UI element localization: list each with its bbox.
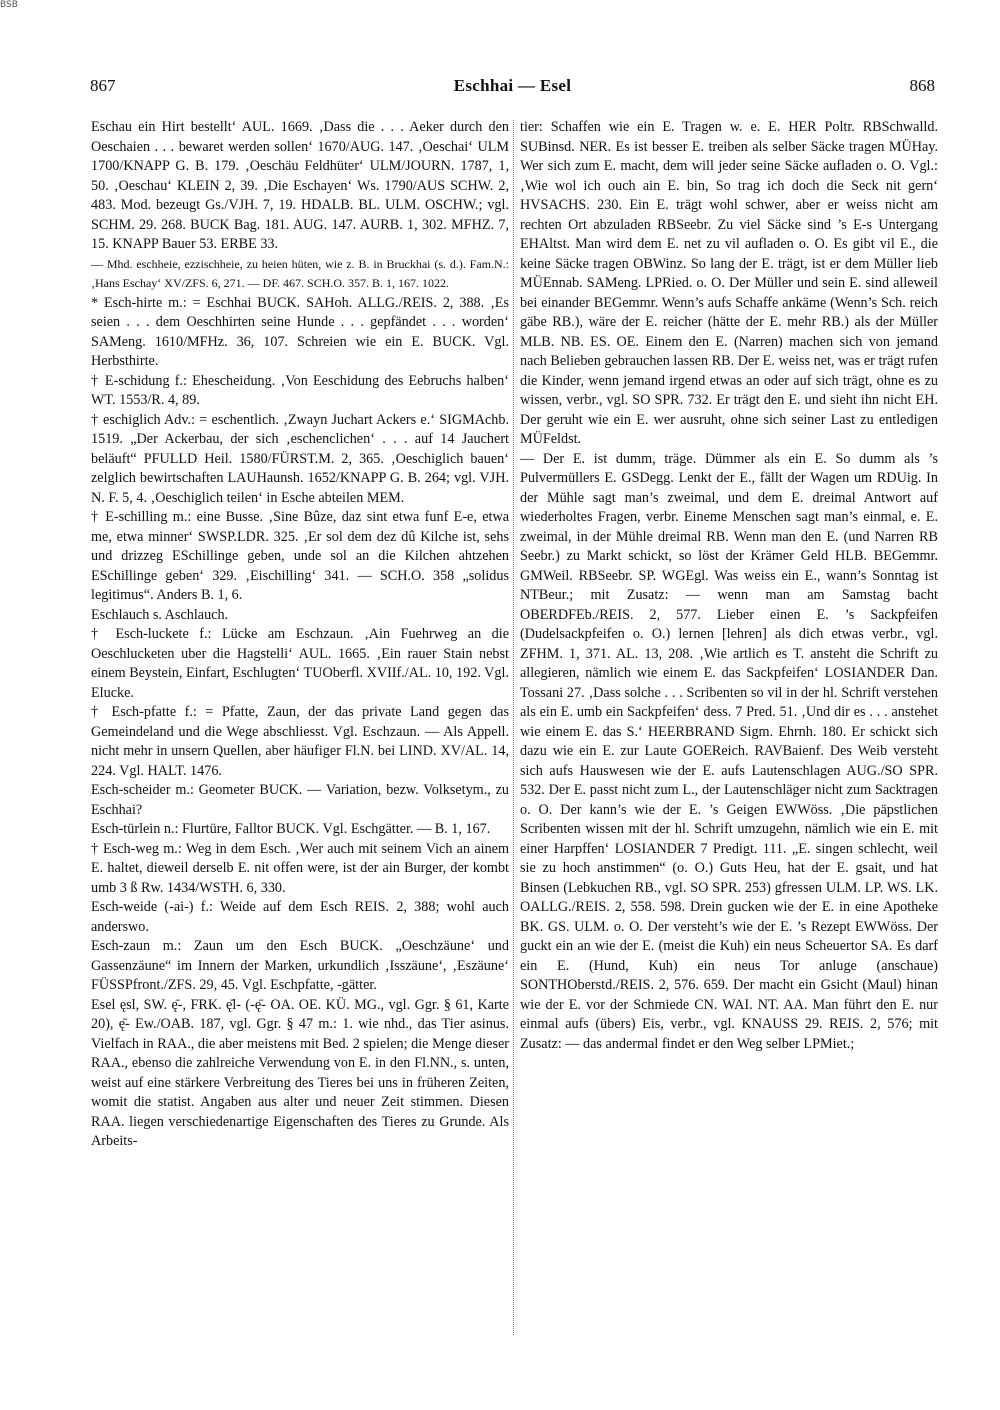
dictionary-entry: Eschau ein Hirt bestellt‘ AUL. 1669. ‚Dass die . . . Aeker durch den Oeschaien . . . bewaret werden sollen‘ 1670/AUG. 147. ‚Oeschai‘ ULM 1700/KNAPP G. B. 179. ‚Oeschäu Feldhüter‘ ULM/JOURN. 1787, 1, 50. ‚Oeschau‘ KLEIN 2, 39. ‚Die Eschayen‘ Ws. 1790/AUS SCHW. 2, 483. Mod. bezeugt Gs./VJH. 7, 19. HDALB. BL. ULM. OSCHW.; vgl. SCHM. 29. 268. BUCK Bag. 181. AUG. 147. AURB. 1, 302. MFHZ. 7, 15. KNAPP Bauer 53. ERBE 33.	[91, 119, 509, 252]
library-stamp: BSB	[0, 0, 18, 10]
dictionary-entry: * Esch-hirte m.: = Eschhai BUCK. SAHoh. ALLG./REIS. 2, 388. ‚Es seien . . . dem Oeschhirten seine Hunde . . . gepfändet . . . worden‘ SAMeng. 1610/MFHz. 36, 107. Schreien wie ein E. BUCK. Vgl. Herbsthirte.	[91, 294, 509, 369]
column-divider	[513, 120, 514, 1335]
dictionary-entry: † Esch-weg m.: Weg in dem Esch. ‚Wer auch mit seinem Vich an ainem E. haltet, dieweil derselb E. nit offen were, ist der ain Burger, der kombt umb 3 ß Rw. 1434/WSTH. 6, 330.	[91, 840, 509, 896]
dictionary-entry: Esch-türlein n.: Flurtüre, Falltor BUCK. Vgl. Eschgätter. — B. 1, 167.	[91, 821, 491, 837]
dictionary-entry: † E-schidung f.: Ehescheidung. ‚Von Eeschidung des Eebruchs halben‘ WT. 1553/R. 4, 89.	[91, 372, 509, 408]
dictionary-entry: Esel ęsl, SW. ę̄-, FRK. ę̄l- (-ę̄- OA. OE. KÜ. MG., vgl. Ggr. § 61, Karte 20), ę̄- Ew./OAB. 187, vgl. Ggr. § 47 m.: 1. wie nhd., das Tier asinus. Vielfach in RAA., die aber meistens mit Bed. 2 spielen; die Menge dieser RAA., ebenso die zahlreiche Verwendung von E. in den Fl.NN., s. unten, weist auf eine stärkere Verbreitung des Tieres bei uns in früheren Zeiten, womit die statist. Angaben aus alter und neuer Zeit stimmen. Diesen RAA. liegen verschiedenartige Eigenschaften des Tieres zu Grunde. Als Arbeits-	[91, 996, 509, 1149]
dictionary-entry: Esch-scheider m.: Geometer BUCK. — Variation, bezw. Volksetym., zu Eschhai?	[91, 782, 509, 818]
dictionary-entry: † E-schilling m.: eine Busse. ‚Sine Bûze, daz sint etwa funf E-e, etwa me, etwa minner‘ SWSP.LDR. 325. ‚Er sol dem dez dû Kilche ist, sehs und drizzeg ESchillinge geben, unde sol an die Kilchen ahtzehen ESchillinge geben‘ 329. ‚Eischilling‘ 341. — SCH.O. 358 „solidus legitimus“. Anders B. 1, 6.	[91, 509, 509, 603]
right-column	[520, 118, 938, 1054]
dictionary-entry: tier: Schaffen wie ein E. Tragen w. e. E. HER Poltr. RBSchwalld. SUBinsd. NER. Es ist besser E. treiben als selber Säcke tragen MÜHay. Wer sich zum E. macht, dem will jeder seine Säcke aufladen o. O. Vgl.: ‚Wie wol ich ouch ain E. bin, So trag ich doch die Seck nit gern‘ HVSACHS. 230. Ein E. trägt wohl schwer, aber er weiss nicht am rechten Ort abzuladen RBSeebr. Zu viel Säcke sind ’s E-s Untergang EHAltst. Man wird dem E. net zu vil aufladen o. O. Es gibt vil E., die keine Säcke tragen OBWinz. So lang der E. trägt, ist er dem Müller lieb MÜEnnab. SAMeng. LPRied. o. O. Der Müller und sein E. sind alleweil bei einander BEGemmr. Wenn’s aufs Schaffe ankäme (Wenn’s Sch. reich gäbe RB.), wäre der E. reicher (hätte der E. mehr RB.) als der Müller MLB. NB. ES. OE. Einem den E. (Narren) machen sich von jemand nach Belieben gebrauchen lassen RB. Der E. weiss net, was er trägt rufen die Kinder, wenn jemand irgend etwas an oder auf sich trägt, ohne es zu wissen, verbr., vgl. SO SPR. 732. Er trägt den E. und sieht ihn nicht EH. Der geruht wie ein E. wer ausruht, ohne sich seiner Last zu entledigen MÜFeldst.	[520, 119, 938, 447]
page-number-left: 867	[90, 76, 116, 95]
dictionary-entry: † eschiglich Adv.: = eschentlich. ‚Zwayn Juchart Ackers e.‘ SIGMAchb. 1519. „Der Ackerbau, der sich ‚eschenclichen‘ . . . auf 14 Jauchert beläuft“ PFULLD Heil. 1580/FÜRST.M. 2, 365. ‚Oeschiglich bauen‘ zelglich bewirtschaften LAUHaunsh. 1652/KNAPP G. B. 264; vgl. VJH. N. F. 5, 4. ‚Oeschiglich teilen‘ in Esche abteilen MEM.	[91, 411, 509, 506]
running-title: Eschhai — Esel	[453, 76, 572, 95]
dictionary-entry: — Mhd. eschheie, ezzischheie, zu heien hüten, wie z. B. in Bruckhai (s. d.). Fam.N.: ‚Hans Eschay‘ XV/ZFS. 6, 271. — DF. 467. SCH.O. 357. B. 1, 167. 1022.	[91, 256, 509, 290]
page-header	[90, 76, 935, 100]
dictionary-entry: Eschlauch s. Aschlauch.	[91, 606, 229, 623]
left-column	[91, 118, 509, 1152]
dictionary-entry: — Der E. ist dumm, träge. Dümmer als ein E. So dumm als ’s Pulvermüllers E. GSDegg. Lenkt der E., fällt der Wagen um RDUig. In der Mühle sagt man’s zweimal, und dem E. dreimal Antwort auf wiederholtes Fragen, verbr. Eineme Menschen sagt man’s einmal, e. E. zweimal, in der Mühle dreimal RB. Wenn man den E. (und Narren RB Seebr.) zu Markt schickt, so löst der Krämer Geld HLB. BEGemmr. GMWeil. RBSeebr. SP. WGEgl. Was weiss ein E., wann’s Sonntag ist NTBeur.; mit Zusatz: — wenn man am Samstag bacht OBERDFEb./REIS. 2, 577. Lieber einen E. ’s Sackpfeifen (Dudelsackpfeifen o. O.) lernen [lehren] als dich etwas verbr., vgl. ZFHM. 1, 371. AL. 13, 208. ‚Wie artlich es T. ansteht die Schrift zu allegieren, nämlich wie einem E. das Sackpfeifen‘ LOSIANDER Dan. Tossani 27. ‚Dass solche . . . Scribenten so vil in der hl. Schrift verstehen als ein E. umb ein Sackpfeifen‘ dess. 7 Pred. 51. ‚Und dir es . . . anstehet wie einem E. das S.‘ HEERBRAND Sigm. Ehrnh. 180. Er schickt sich dazu wie ein E. zur Laute GOEReich. RAVBaienf. Des Weib versteht sich aufs Hauswesen wie der E. aufs Lautenschlagen AUG./SO SPR. 532. Der E. passt nicht zum L., der Lautenschläger nicht zum Sacktragen o. O. Der kann’s wie der E. ’s Geigen EWWöss. ‚Die päpstlichen Scribenten wissen mit der hl. Schrift umzugehn, nämlich wie ein E. mit einer Harpffen‘ LOSIANDER 7 Predigt. 111. „E. singen schlecht, weil sie zu hoch anstimmen“ (o. O.) Guts Heu, hat der E. gsait, und hat Binsen (Lebkuchen RB., vgl. SO SPR. 253) gfressen ULM. LP. WS. LK. OALLG./REIS. 2, 558. 598. Drein gucken wie der E. in eine Apotheke BK. GS. ULM. o. O. Der versteht’s wie der E. ’s Rezept EWWöss. Der guckt ein an wie der E. (meist die Kuh) ein neus Scheuertor SA. Es darf ein E. (Hund, Kuh) ein neus Tor anluge (anschaue) SONTHOberstd./REIS. 2, 576. 659. Der macht ein Gsicht (Maul) hinan wie der E. vor der Schmiede CN. WAI. NT. AA. Man führt den E. nur einmal aufs (übers) Eis, verbr., vgl. KNAUSS 29. REIS. 2, 576; mit Zusatz: — das andermal findet er den Weg selber LPMiet.;	[520, 450, 938, 1052]
page-number-right: 868	[909, 76, 935, 95]
dictionary-entry: Esch-zaun m.: Zaun um den Esch BUCK. „Oeschzäune‘ und Gassenzäune“ im Innern der Marken, urkundlich ‚Isszäune‘, ‚Eszäune‘ FÜSSPfront./ZFS. 29, 45. Vgl. Eschpfatte, -gätter.	[91, 938, 509, 993]
dictionary-entry: Esch-weide (-ai-) f.: Weide auf dem Esch REIS. 2, 388; wohl auch anderswo.	[91, 899, 509, 935]
dictionary-entry: † Esch-luckete f.: Lücke am Eschzaun. ‚Ain Fuehrweg an die Oeschlucketen uber die Hagstelli‘ AUL. 1665. ‚Ein rauer Stain nebst einem Beystein, Einfart, Eschlugten‘ TUOberfl. XVIIf./AL. 10, 192. Vgl. Elucke.	[91, 626, 509, 701]
dictionary-entry: † Esch-pfatte f.: = Pfatte, Zaun, der das private Land gegen das Gemeindeland und die Wege abschliesst. Vgl. Eschzaun. — Als Appell. nicht mehr in unsern Quellen, aber häufiger Fl.N. bei LIND. XV/AL. 14, 224. Vgl. HALT. 1476.	[91, 704, 509, 779]
